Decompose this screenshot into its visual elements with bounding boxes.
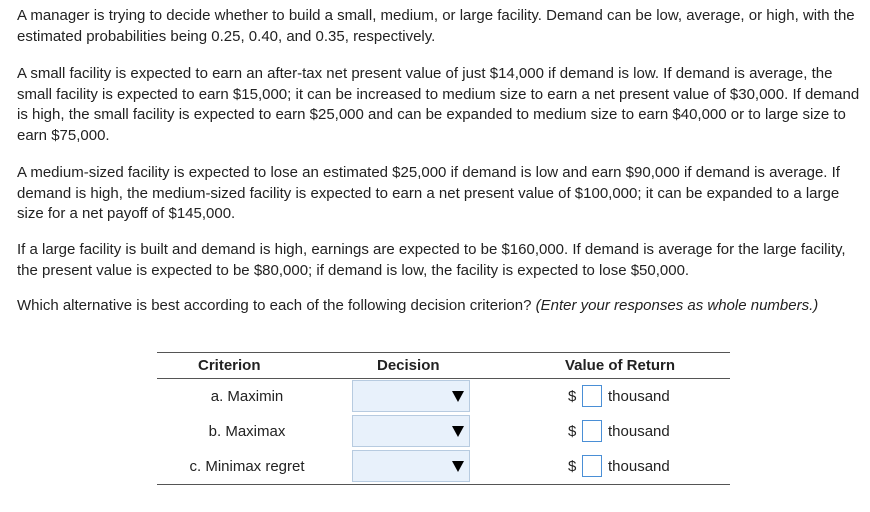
currency-symbol: $ bbox=[568, 388, 577, 405]
large-facility-paragraph: If a large facility is built and demand is high, earnings are expected to be $160,000. If demand is average for the large facility, the present value is expected to be $80,000; if demand is low, the facility is expected to lose $50,000. bbox=[17, 241, 846, 279]
criterion-minimax-regret: c. Minimax regret bbox=[189, 458, 305, 475]
dropdown-arrow-icon[interactable] bbox=[452, 461, 464, 472]
value-input-minimax-regret[interactable] bbox=[582, 455, 602, 477]
header-decision: Decision bbox=[377, 357, 440, 374]
intro-paragraph: A manager is trying to decide whether to build a small, medium, or large facility. Demand can be low, average, or high, with the estimated probabilities being 0.25, 0.40, and 0.35, respectively. bbox=[17, 7, 855, 45]
currency-symbol: $ bbox=[568, 423, 577, 440]
table-top-rule bbox=[157, 352, 730, 353]
value-input-maximax[interactable] bbox=[582, 420, 602, 442]
header-rule bbox=[157, 378, 730, 379]
currency-symbol: $ bbox=[568, 458, 577, 475]
criterion-maximax: b. Maximax bbox=[208, 423, 286, 440]
question-text: Which alternative is best according to each of the following decision criterion? bbox=[17, 297, 532, 314]
instruction-hint: (Enter your responses as whole numbers.) bbox=[535, 297, 819, 314]
small-facility-paragraph: A small facility is expected to earn an after-tax net present value of just $14,000 if demand is low. If demand is average, the small facility is expected to earn $15,000; it can be increased to medium size to earn a net present value of $30,000. If demand is high, the small facility is expected to earn $25,000 and can be expanded to medium size to earn $40,000 or to large size to earn $75,000. bbox=[17, 65, 860, 144]
unit-label: thousand bbox=[608, 423, 670, 440]
criterion-maximin: a. Maximin bbox=[210, 388, 284, 405]
dropdown-arrow-icon[interactable] bbox=[452, 426, 464, 437]
decision-dropdown-maximin[interactable] bbox=[352, 380, 470, 412]
header-criterion: Criterion bbox=[198, 357, 261, 374]
decision-dropdown-minimax-regret[interactable] bbox=[352, 450, 470, 482]
unit-label: thousand bbox=[608, 458, 670, 475]
decision-dropdown-maximax[interactable] bbox=[352, 415, 470, 447]
question-paragraph bbox=[17, 296, 867, 317]
dropdown-arrow-icon[interactable] bbox=[452, 391, 464, 402]
medium-facility-paragraph: A medium-sized facility is expected to lose an estimated $25,000 if demand is low and earn $90,000 if demand is average. If demand is high, the medium-sized facility is expected to earn a net present value of $100,000; it can be expanded to a large size for a net payoff of $145,000. bbox=[17, 164, 840, 222]
value-input-maximin[interactable] bbox=[582, 385, 602, 407]
unit-label: thousand bbox=[608, 388, 670, 405]
header-value-of-return: Value of Return bbox=[565, 357, 676, 374]
table-bottom-rule bbox=[157, 484, 730, 485]
